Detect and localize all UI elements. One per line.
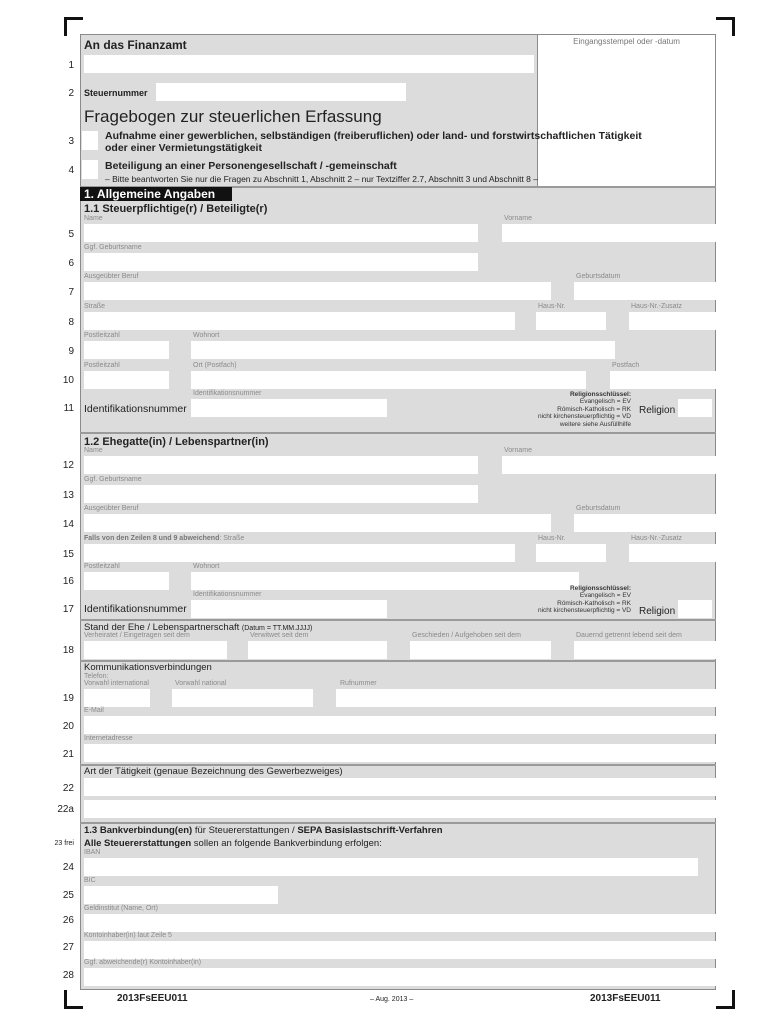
wohnort-label: Wohnort [193,332,220,339]
kommunikation-heading: Kommunikationsverbindungen [84,662,212,673]
kontoinhaber-label: Kontoinhaber(in) laut Zeile 5 [84,932,172,939]
bank-heading-mid: für Steuererstattungen / [192,825,298,836]
partner-religion-legend [511,585,631,615]
line4-note: – Bitte beantworten Sie nur die Fragen zu Abschnitt 1, Abschnitt 2 – nur Textziffer 2.7, Abschnitt 3 und Abschnitt 8 – [105,174,538,184]
row-number: 21 [62,749,74,760]
taetigkeit-heading: Art der Tätigkeit (genaue Bezeichnung des Gewerbezweiges) [84,766,343,777]
religion-field[interactable] [678,399,712,417]
geldinstitut-label: Geldinstitut (Name, Ort) [84,905,158,912]
line3-text: Aufnahme einer gewerblichen, selbständigen (freiberuflichen) oder land- und forstwirtschaftlichen Tätigkeit [105,130,642,142]
identnr-field[interactable] [191,399,387,417]
separator [80,822,716,824]
partner-geburtsname-field[interactable] [84,485,478,503]
row-number: 17 [62,604,74,615]
beruf-field[interactable] [84,282,551,300]
row-number: 19 [62,693,74,704]
geschieden-label: Geschieden / Aufgehoben seit dem [412,632,521,639]
verwitwet-field[interactable] [248,641,387,659]
geburtsdatum-label: Geburtsdatum [576,273,621,280]
bank-heading-sepa: SEPA Basislastschrift-Verfahren [297,825,443,836]
taetigkeit-field[interactable] [84,778,716,796]
religion-legend-title: Religionsschlüssel: [569,391,631,398]
row-number: 8 [68,317,74,328]
telefon-label: Telefon: [84,673,109,680]
religion-legend-vd: nicht kirchensteuerpflichtig = VD [537,413,631,421]
iban-label: IBAN [84,849,101,856]
stamp-label: Eingangsstempel oder -datum [573,37,680,46]
checkbox-beteiligung[interactable] [82,160,98,179]
getrennt-field[interactable] [574,641,716,659]
row-number: 16 [62,576,74,587]
row-number: 22 [62,783,74,794]
plz-label: Postleitzahl [84,332,120,339]
form-date: – Aug. 2013 – [370,996,414,1003]
geburtsdatum-label: Geburtsdatum [576,505,621,512]
religion-legend [511,391,631,428]
internet-field[interactable] [84,744,716,762]
strasse-abw-label [84,535,244,542]
finanzamt-field[interactable] [84,55,534,73]
abw-kontoinhaber-field[interactable] [84,968,716,986]
verheiratet-label: Verheiratet / Eingetragen seit dem [84,632,190,639]
geburtsname-label: Ggf. Geburtsname [84,476,142,483]
stamp-box [537,34,716,187]
geldinstitut-field[interactable] [84,914,716,932]
row-number: 7 [68,287,74,298]
hausnr-label: Haus-Nr. [538,535,566,542]
vorwahl-nat-field[interactable] [172,689,313,707]
religion-legend-vd: nicht kirchensteuerpflichtig = VD [537,607,631,615]
religion-legend-rk: Römisch-Katholisch = RK [557,405,631,413]
kontoinhaber-field[interactable] [84,941,716,959]
bank-line [84,838,382,849]
separator [80,619,716,621]
name-label: Name [84,215,103,222]
postfach-label: Postfach [612,362,640,369]
row-number: 28 [62,970,74,981]
hausnr-zusatz-label: Haus-Nr.-Zusatz [631,535,682,542]
section1-heading: 1. Allgemeine Angaben [80,187,232,201]
religion-legend-ev: Evangelisch = EV [579,398,631,406]
name-label: Name [84,447,103,454]
steuernummer-field[interactable] [156,83,406,101]
hausnr-zusatz-field[interactable] [629,312,716,330]
plz-label: Postleitzahl [84,563,120,570]
crop-mark-bottom-left [64,990,83,1009]
section12-heading: 1.2 Ehegatte(in) / Lebenspartner(in) [84,436,269,448]
religion-legend-rk: Römisch-Katholisch = RK [557,599,631,607]
geburtsdatum-field[interactable] [574,282,716,300]
strasse-field[interactable] [84,312,515,330]
email-field[interactable] [84,716,716,734]
finanzamt-label: An das Finanzamt [84,38,187,52]
row-number: 11 [63,403,74,414]
partner-geburtsdatum-field[interactable] [574,514,716,532]
hausnr-zusatz-label: Haus-Nr.-Zusatz [631,303,682,310]
partner-hausnr-field[interactable] [536,544,606,562]
rufnummer-label: Rufnummer [340,680,377,687]
ort-postfach-field[interactable] [191,371,586,389]
form-title: Fragebogen zur steuerlichen Erfassung [84,107,382,126]
row-number: 25 [62,890,74,901]
steuernummer-label: Steuernummer [84,88,148,98]
separator [80,432,716,434]
line4-text: Beteiligung an einer Personengesellschaft / -gemeinschaft [105,160,397,172]
partner-vorname-field[interactable] [502,456,716,474]
crop-mark-top-right [716,17,735,36]
partner-strasse-field[interactable] [84,544,515,562]
partner-identnr-field[interactable] [191,600,387,618]
strasse-abw-rest: : Straße [219,535,245,542]
plz-postfach-field[interactable] [84,371,169,389]
familienstand-heading-text: Stand der Ehe / Lebenspartnerschaft [84,622,240,633]
plz-field[interactable] [84,341,169,359]
row-number: 6 [68,258,74,269]
iban-field[interactable] [84,858,698,876]
taetigkeit-field-2[interactable] [84,800,716,818]
geburtsname-field[interactable] [84,253,478,271]
row-number: 27 [62,942,74,953]
abw-kontoinhaber-label: Ggf. abweichende(r) Kontoinhaber(in) [84,959,202,966]
hausnr-field[interactable] [536,312,606,330]
bank-heading-num: 1.3 Bankverbindung(en) [84,825,193,836]
vorname-label: Vorname [504,447,533,454]
partner-identnr-label: Identifikationsnummer [84,603,187,615]
row-number: 26 [62,915,74,926]
bank-line-rest: sollen an folgende Bankverbindung erfolgen: [191,838,382,849]
wohnort-field[interactable] [191,341,615,359]
row-number: 9 [68,346,74,357]
row-number: 14 [62,519,74,530]
strasse-label: Straße [84,303,106,310]
geschieden-field[interactable] [410,641,551,659]
form-code-right: 2013FsEEU011 [590,993,661,1004]
row-number: 15 [62,549,74,560]
row-number: 1 [68,60,74,71]
row-number: 10 [62,375,74,386]
row-number: 2 [68,88,74,99]
bic-field[interactable] [84,886,278,904]
vorname-field[interactable] [502,224,716,242]
beruf-label: Ausgeübter Beruf [84,505,139,512]
bank-line-bold: Alle Steuererstattungen [84,838,192,849]
religion-legend-title: Religionsschlüssel: [569,585,631,592]
row-number: 12 [62,460,74,471]
rufnummer-field[interactable] [336,689,716,707]
vorwahl-int-field[interactable] [84,689,150,707]
form-code-left: 2013FsEEU011 [117,993,188,1004]
internet-label: Internetadresse [84,735,133,742]
plz-postfach-label: Postleitzahl [84,362,120,369]
identnr-small-label: Identifikationsnummer [193,390,262,397]
row-number: 3 [68,136,74,147]
row-number: 4 [68,165,74,176]
partner-religion-label: Religion [639,606,676,617]
bic-label: BIC [84,877,96,884]
row-number: 20 [62,721,74,732]
partner-religion-field[interactable] [678,600,712,618]
partner-name-field[interactable] [84,456,478,474]
getrennt-label: Dauernd getrennt lebend seit dem [576,632,682,639]
partner-beruf-field[interactable] [84,514,551,532]
religion-legend-more: weitere siehe Ausfüllhilfe [559,420,631,428]
partner-plz-field[interactable] [84,572,169,590]
strasse-abw-bold: Falls von den Zeilen 8 und 9 abweichend [84,535,220,542]
hausnr-label: Haus-Nr. [538,303,566,310]
row-number: 18 [62,645,74,656]
email-label: E-Mail [84,707,104,714]
bank-heading [84,825,443,836]
verheiratet-field[interactable] [84,641,227,659]
wohnort-label: Wohnort [193,563,220,570]
vorwahl-nat-label: Vorwahl national [175,680,227,687]
name-field[interactable] [84,224,478,242]
line3-text-2: oder einer Vermietungstätigkeit [105,142,262,154]
vorname-label: Vorname [504,215,533,222]
beruf-label: Ausgeübter Beruf [84,273,139,280]
familienstand-format: (Datum = TT.MM.JJJJ) [241,625,313,632]
ort-postfach-label: Ort (Postfach) [193,362,237,369]
checkbox-taetigkeit[interactable] [82,131,98,150]
religion-legend-ev: Evangelisch = EV [579,592,631,600]
identnr-label: Identifikationsnummer [84,403,187,415]
section11-heading: 1.1 Steuerpflichtige(r) / Beteiligte(r) [84,203,268,215]
identnr-small-label: Identifikationsnummer [193,591,262,598]
row-number: 5 [68,229,74,240]
row-number: 22a [57,804,74,815]
crop-mark-bottom-right [716,990,735,1009]
vorwahl-int-label: Vorwahl international [84,680,149,687]
partner-hausnr-zusatz-field[interactable] [629,544,716,562]
geburtsname-label: Ggf. Geburtsname [84,244,142,251]
verwitwet-label: Verwitwet seit dem [250,632,309,639]
row-number: 13 [62,490,74,501]
religion-label: Religion [639,405,676,416]
row-number: 23 frei [54,840,74,847]
postfach-field[interactable] [610,371,716,389]
row-number: 24 [62,862,74,873]
